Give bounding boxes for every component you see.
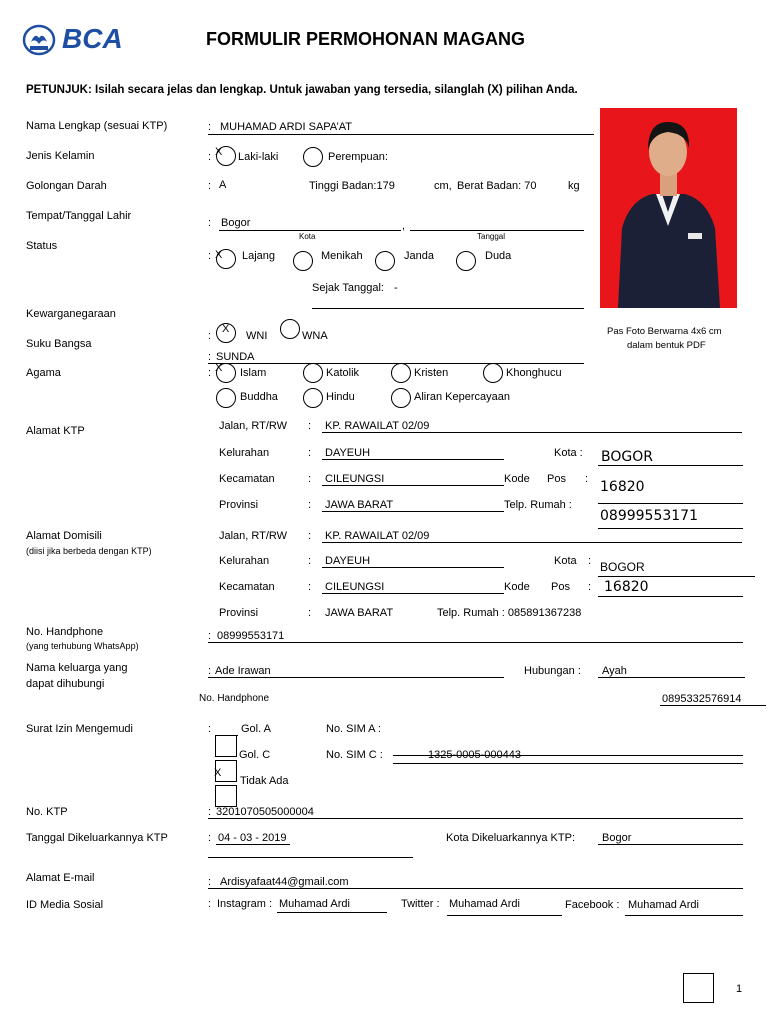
sim-extra-checkbox[interactable] — [215, 785, 237, 807]
wni-mark: X — [222, 323, 230, 335]
email-underline — [208, 888, 743, 889]
bca-logo-text: BCA — [62, 23, 123, 54]
sim-c-label: No. SIM C : — [326, 749, 383, 761]
colon: : — [308, 555, 312, 567]
twitter-underline — [447, 915, 562, 916]
dom-kode-label: Kode — [504, 581, 530, 593]
ttl-field[interactable]: Bogor — [221, 217, 251, 229]
golongan-darah-label: Golongan Darah — [26, 180, 107, 192]
nama-field[interactable]: MUHAMAD ARDI SAPA’AT — [220, 121, 353, 133]
ktp-kecamatan-underline — [322, 485, 504, 486]
handphone-sublabel: (yang terhubung WhatsApp) — [26, 641, 139, 651]
facebook-field[interactable]: Muhamad Ardi — [628, 899, 699, 911]
keluarga-field[interactable]: Ade Irawan — [215, 665, 271, 677]
wni-label: WNI — [246, 330, 268, 342]
ktp-provinsi-field[interactable]: JAWA BARAT — [325, 499, 394, 511]
twitter-field[interactable]: Muhamad Ardi — [449, 898, 520, 910]
sejak-tanggal-field[interactable]: - — [394, 282, 398, 294]
sejak-tanggal-label: Sejak Tanggal: — [312, 282, 384, 294]
aliran-kepercayaan-radio[interactable] — [391, 388, 411, 408]
colon: : — [308, 581, 312, 593]
ttl-label: Tempat/Tanggal Lahir — [26, 210, 132, 222]
kristen-radio[interactable] — [391, 363, 411, 383]
colon: : — [308, 607, 312, 619]
colon: : — [585, 473, 589, 485]
dom-jalan-field[interactable]: KP. RAWAILAT 02/09 — [325, 530, 430, 542]
facebook-underline — [625, 915, 743, 916]
colon: : — [208, 180, 212, 192]
tanggal-ktp-field[interactable]: 04 - 03 - 2019 — [218, 832, 287, 844]
ktp-jalan-field[interactable]: KP. RAWAILAT 02/09 — [325, 420, 430, 432]
tanggal-ktp-line2 — [208, 857, 413, 858]
dom-kota-label: Kota — [554, 555, 577, 567]
dom-provinsi-label: Provinsi — [219, 607, 259, 619]
sim-c-underline — [393, 763, 743, 764]
dom-kelurahan-underline — [322, 567, 504, 568]
ktp-telp-underline — [598, 528, 743, 529]
no-ktp-field[interactable]: 3201070505000004 — [216, 806, 314, 818]
keluarga-label-line1: Nama keluarga yang — [26, 662, 128, 674]
hubungan-underline — [598, 677, 745, 678]
dom-jalan-label: Jalan, RT/RW — [219, 530, 288, 542]
colon: : — [208, 151, 212, 163]
hubungan-label: Hubungan : — [524, 665, 581, 677]
dom-telp-text[interactable]: Telp. Rumah : 085891367238 — [437, 607, 582, 619]
ktp-provinsi-label: Provinsi — [219, 499, 259, 511]
colon: : — [208, 876, 212, 888]
islam-mark: X — [215, 362, 223, 374]
janda-label: Janda — [404, 250, 434, 262]
person-photo-icon — [600, 108, 737, 308]
khonghucu-label: Khonghucu — [506, 367, 562, 379]
islam-label: Islam — [240, 367, 267, 379]
gol-a-label: Gol. A — [241, 723, 271, 735]
ttl-comma: , — [402, 220, 406, 232]
sim-label: Surat Izin Mengemudi — [26, 723, 133, 735]
kg-text: kg — [568, 180, 580, 192]
bca-logo-emblem-icon — [22, 24, 56, 56]
nama-label: Nama Lengkap (sesuai KTP) — [26, 120, 168, 132]
ktp-kecamatan-label: Kecamatan — [219, 473, 275, 485]
buddha-radio[interactable] — [216, 388, 236, 408]
cm-text: cm, — [434, 180, 452, 192]
wna-label: WNA — [302, 330, 328, 342]
tinggi-badan-text[interactable]: Tinggi Badan:179 — [309, 180, 395, 192]
dom-kelurahan-label: Kelurahan — [219, 555, 270, 567]
sim-a-label: No. SIM A : — [326, 723, 382, 735]
colon: : — [208, 806, 212, 818]
kota-ktp-label: Kota Dikeluarkannya KTP: — [446, 832, 576, 844]
golongan-darah-field[interactable]: A — [219, 179, 227, 191]
colon: : — [208, 367, 212, 379]
dom-pos-label: Pos — [551, 581, 570, 593]
dom-provinsi-field[interactable]: JAWA BARAT — [325, 607, 394, 619]
gol-c-checkbox[interactable] — [215, 735, 237, 757]
agama-label: Agama — [26, 367, 61, 379]
colon: : — [208, 121, 212, 133]
ktp-kota-label: Kota : — [554, 447, 583, 459]
applicant-photo — [600, 108, 737, 308]
no-ktp-underline — [208, 818, 743, 819]
keluarga-underline — [208, 677, 504, 678]
colon: : — [208, 723, 212, 735]
tanggal-ktp-underline — [216, 844, 290, 845]
footer-box — [683, 973, 714, 1003]
ktp-kota-underline — [598, 465, 743, 466]
colon: : — [208, 630, 212, 642]
nama-underline — [208, 134, 594, 135]
lajang-label: Lajang — [242, 250, 276, 262]
colon: : — [208, 665, 212, 677]
berat-badan-text[interactable]: Berat Badan: 70 — [457, 180, 537, 192]
colon: : — [308, 420, 312, 432]
ktp-telp-label: Telp. Rumah : — [504, 499, 572, 511]
suku-label: Suku Bangsa — [26, 338, 92, 350]
sim-c-field[interactable]: 1325-0005-000443 — [428, 749, 521, 761]
gol-c-label: Gol. C — [239, 749, 271, 761]
menikah-radio[interactable] — [293, 251, 313, 271]
ktp-kelurahan-field[interactable]: DAYEUH — [325, 447, 371, 459]
handphone-field[interactable]: 08999553171 — [217, 630, 285, 642]
dom-kecamatan-field[interactable]: CILEUNGSI — [325, 581, 385, 593]
alamat-domisili-label: Alamat Domisili — [26, 530, 102, 542]
email-label: Alamat E-mail — [26, 872, 95, 884]
colon: : — [208, 250, 212, 262]
colon: : — [208, 330, 212, 342]
perempuan-radio[interactable] — [303, 147, 323, 167]
hindu-radio[interactable] — [303, 388, 323, 408]
photo-caption-line2: dalam bentuk PDF — [627, 340, 706, 351]
page-title: FORMULIR PERMOHONAN MAGANG — [206, 29, 525, 49]
ktp-telp-field[interactable]: 08999553171 — [600, 508, 698, 524]
medsos-label: ID Media Sosial — [26, 899, 104, 911]
katolik-label: Katolik — [326, 367, 360, 379]
ktp-kode-label: Kode — [504, 473, 530, 485]
dom-kota-underline — [598, 576, 755, 577]
perempuan-label: Perempuan: — [328, 151, 388, 163]
facebook-label: Facebook : — [565, 899, 620, 911]
jenis-kelamin-label: Jenis Kelamin — [26, 150, 95, 162]
ktp-kota-field[interactable]: BOGOR — [601, 449, 653, 465]
ttl-tanggal-underline — [410, 230, 584, 231]
handphone-label: No. Handphone — [26, 626, 104, 638]
status-label: Status — [26, 240, 58, 252]
wna-radio[interactable] — [280, 319, 300, 339]
keluarga-hp-underline — [660, 705, 766, 706]
colon: : — [308, 499, 312, 511]
kota-caption: Kota — [299, 232, 316, 241]
hindu-label: Hindu — [326, 391, 355, 403]
buddha-label: Buddha — [240, 391, 278, 403]
colon: : — [308, 447, 312, 459]
colon: : — [208, 898, 212, 910]
colon: : — [208, 832, 212, 844]
photo-caption-line1: Pas Foto Berwarna 4x6 cm — [607, 326, 722, 337]
bca-logo — [22, 24, 134, 56]
instruction-text: PETUNJUK: Isilah secara jelas dan lengkap. Untuk jawaban yang tersedia, silanglah (X) pilihan Anda. — [26, 84, 578, 96]
instagram-field[interactable]: Muhamad Ardi — [279, 898, 350, 910]
sim-c-strike — [393, 755, 743, 756]
tanggal-ktp-label: Tanggal Dikeluarkannya KTP — [26, 832, 168, 844]
kota-ktp-underline — [598, 844, 743, 845]
ktp-kode-pos-field[interactable]: 16820 — [600, 479, 645, 495]
email-field[interactable]: Ardisyafaat44@gmail.com — [220, 876, 349, 888]
ktp-provinsi-underline — [322, 511, 504, 512]
aliran-kepercayaan-label: Aliran Kepercayaan — [414, 391, 511, 403]
colon: : — [208, 351, 212, 363]
colon: : — [208, 217, 212, 229]
duda-label: Duda — [485, 250, 512, 262]
no-ktp-label: No. KTP — [26, 806, 68, 818]
menikah-label: Menikah — [321, 250, 363, 262]
laki-laki-label: Laki-laki — [238, 151, 279, 163]
suku-field[interactable]: SUNDA — [216, 351, 255, 363]
ktp-jalan-underline — [322, 432, 742, 433]
keluarga-hp-field[interactable]: 0895332576914 — [662, 693, 742, 705]
dom-kecamatan-underline — [322, 593, 504, 594]
ktp-jalan-label: Jalan, RT/RW — [219, 420, 288, 432]
keluarga-label-line2: dapat dihubungi — [26, 678, 105, 690]
colon: : — [308, 473, 312, 485]
sejak-tanggal-underline — [312, 308, 584, 309]
twitter-label: Twitter : — [401, 898, 440, 910]
janda-radio[interactable] — [375, 251, 395, 271]
dom-kecamatan-label: Kecamatan — [219, 581, 275, 593]
instagram-underline — [277, 912, 387, 913]
alamat-ktp-label: Alamat KTP — [26, 425, 85, 437]
tanggal-caption: Tanggal — [477, 232, 506, 241]
tidak-ada-mark: X — [214, 767, 222, 779]
katolik-radio[interactable] — [303, 363, 323, 383]
dom-jalan-underline — [322, 542, 742, 543]
duda-radio[interactable] — [456, 251, 476, 271]
dom-kota-field[interactable]: BOGOR — [600, 560, 645, 574]
lajang-mark: X — [215, 249, 223, 261]
tidak-ada-label: Tidak Ada — [240, 775, 289, 787]
colon: : — [588, 581, 592, 593]
colon: : — [308, 530, 312, 542]
ktp-kode-pos-underline — [598, 503, 743, 504]
keluarga-hp-label: No. Handphone — [199, 693, 270, 704]
kota-ktp-field[interactable]: Bogor — [602, 832, 632, 844]
ktp-pos-label: Pos — [547, 473, 566, 485]
alamat-domisili-sublabel: (diisi jika berbeda dengan KTP) — [26, 546, 152, 556]
ttl-kota-underline — [219, 230, 401, 231]
page-number: 1 — [736, 983, 743, 995]
ktp-kecamatan-field[interactable]: CILEUNGSI — [325, 473, 385, 485]
khonghucu-radio[interactable] — [483, 363, 503, 383]
handphone-underline — [208, 642, 743, 643]
ktp-kelurahan-underline — [322, 459, 504, 460]
dom-kode-pos-underline — [598, 596, 743, 597]
colon: : — [588, 555, 592, 567]
kewarganegaraan-label: Kewarganegaraan — [26, 308, 116, 320]
hubungan-field[interactable]: Ayah — [602, 665, 627, 677]
dom-kode-pos-field[interactable]: 16820 — [604, 579, 649, 595]
ktp-kelurahan-label: Kelurahan — [219, 447, 270, 459]
instagram-label: Instagram : — [217, 898, 273, 910]
laki-laki-mark: X — [215, 146, 223, 158]
dom-kelurahan-field[interactable]: DAYEUH — [325, 555, 371, 567]
kristen-label: Kristen — [414, 367, 449, 379]
